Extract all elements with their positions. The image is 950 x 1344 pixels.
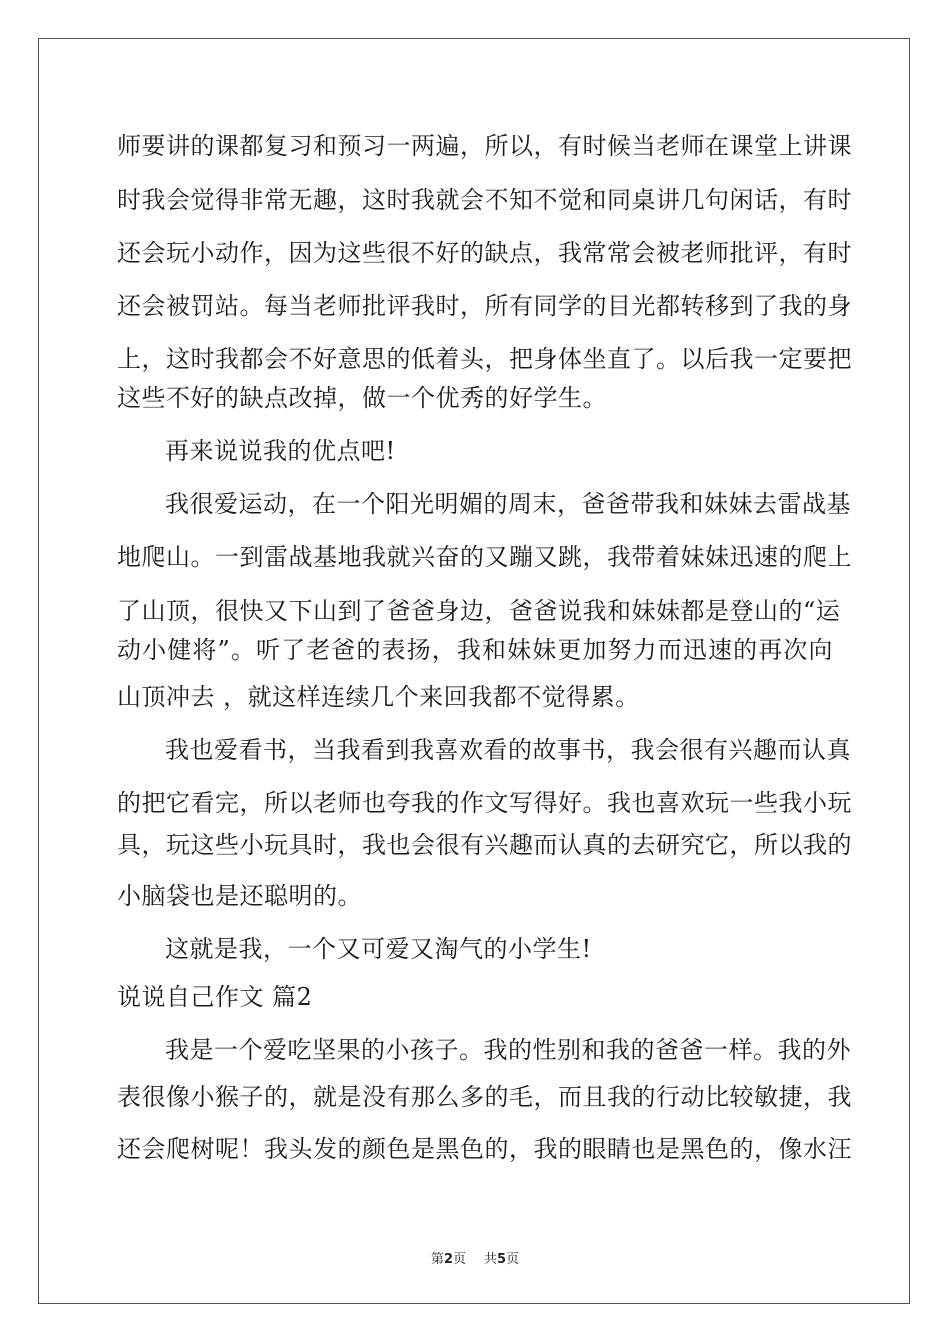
text-line: 这就是我，一个又可爱又淘气的小学生! [165,935,592,963]
text-line: 还会被罚站。每当老师批评我时，所有同学的目光都转移到了我的身 [117,292,852,320]
page-footer [0,1248,950,1267]
text-line: 小脑袋也是还聪明的。 [117,882,362,910]
text-line: 还会玩小动作，因为这些很不好的缺点，我常常会被老师批评，有时 [117,239,852,267]
page-suffix: 页 [452,1252,466,1267]
text-line: 地爬山。一到雷战基地我就兴奋的又蹦又跳，我带着妹妹迅速的爬上 [117,543,852,571]
total-suffix: 页 [506,1252,520,1267]
page-prefix: 第 [430,1252,444,1267]
section-heading: 说说自己作文 篇2 [117,983,313,1011]
text-line: 表很像小猴子的，就是没有那么多的毛，而且我的行动比较敏捷，我 [117,1083,852,1111]
text-line: 我也爱看书，当我看到我喜欢看的故事书，我会很有兴趣而认真 [165,736,851,764]
text-line: 师要讲的课都复习和预习一两遍，所以，有时候当老师在课堂上讲课 [117,132,852,160]
text-line: 我是一个爱吃坚果的小孩子。我的性别和我的爸爸一样。我的外 [165,1036,851,1064]
text-line: 还会爬树呢！我头发的颜色是黑色的，我的眼睛也是黑色的，像水汪 [117,1135,852,1163]
total-prefix: 共 [484,1252,498,1267]
text-line: 我很爱运动，在一个阳光明媚的周末，爸爸带我和妹妹去雷战基 [165,490,851,518]
text-line: 动小健将”。听了老爸的表扬，我和妹妹更加努力而迅速的再次向 [117,636,833,664]
page-total: 5 [497,1252,507,1267]
text-line: 时我会觉得非常无趣，这时我就会不知不觉和同桌讲几句闲话，有时 [117,186,852,214]
text-line: 再来说说我的优点吧! [165,437,396,465]
text-line: 这些不好的缺点改掉，做一个优秀的好学生。 [117,384,607,412]
text-line: 上，这时我都会不好意思的低着头，把身体坐直了。以后我一定要把 [117,345,852,373]
page-current: 2 [443,1252,453,1267]
text-line: 了山顶，很快又下山到了爸爸身边，爸爸说我和妹妹都是登山的“运 [117,597,841,625]
text-line: 的把它看完，所以老师也夸我的作文写得好。我也喜欢玩一些我小玩 [117,789,852,817]
page-frame [38,38,910,1304]
text-line: 山顶冲去 ，就这样连续几个来回我都不觉得累。 [117,683,640,711]
text-line: 具，玩这些小玩具时，我也会很有兴趣而认真的去研究它，所以我的 [117,831,852,859]
